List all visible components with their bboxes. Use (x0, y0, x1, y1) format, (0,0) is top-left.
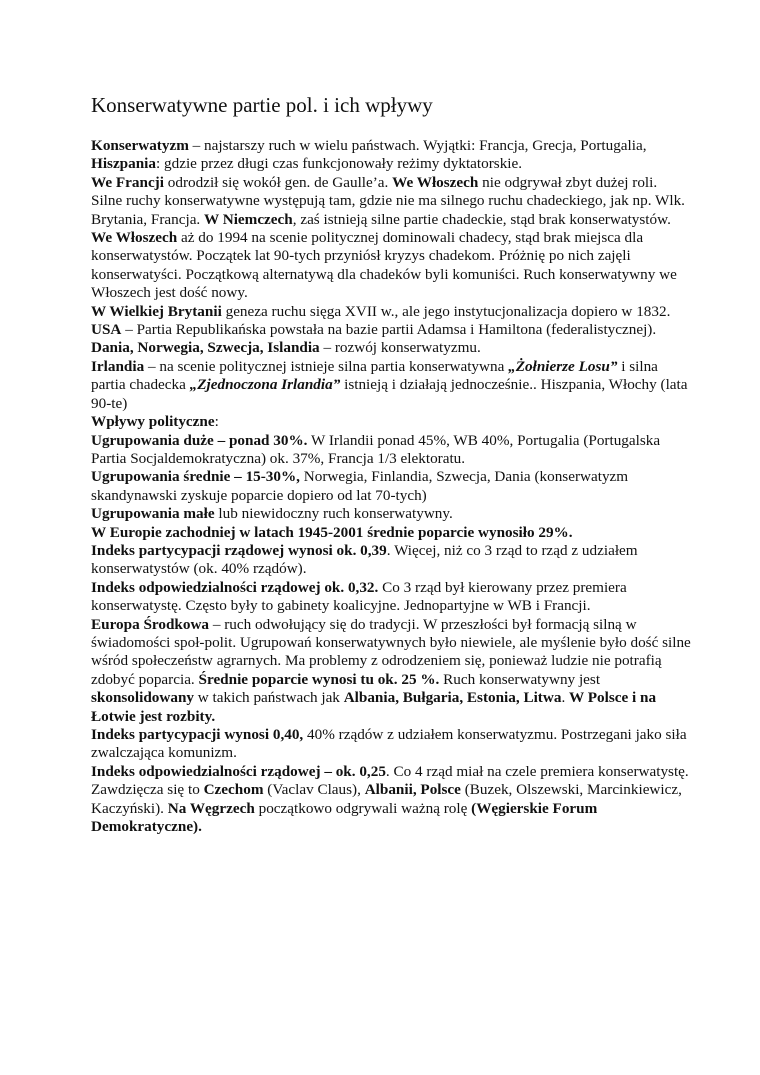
text-run: w takich państwach jak (193, 689, 344, 707)
paragraph (91, 542, 691, 579)
document-body (91, 137, 691, 836)
bold-run: W Niemczech (204, 210, 293, 228)
bold-run: W Polsce i na Łotwie jest rozbity. (91, 689, 657, 725)
emphasis-text: „Żołnierze Losu” (508, 357, 618, 375)
bold-run: Konserwatyzm (91, 137, 189, 154)
text-run: Co 3 rząd był kierowany przez premiera konserwatystę. Często były to gabinety koalicyjne. Jednopartyjne w WB i Francji. (91, 578, 627, 615)
paragraph (91, 763, 691, 837)
bold-run: Wpływy polityczne (91, 413, 215, 431)
paragraph (91, 358, 691, 413)
bold-run: W Wielkiej Brytanii (91, 302, 222, 320)
bold-run: Czechom (203, 781, 264, 799)
text-run: (Buzek, Olszewski, Marcinkiewicz, Kaczyński). (91, 781, 682, 817)
text-run: . Więcej, niż co 3 rząd to rząd z udziałem konserwatystów (ok. 40% rządów). (91, 541, 638, 578)
text-run: początkowo odgrywali ważną rolę (254, 799, 472, 817)
bold-run: We Francji (91, 173, 164, 191)
paragraph (91, 413, 691, 431)
bold-run: Hiszpania (91, 155, 156, 173)
bold-run: Albanii, Polsce (364, 781, 461, 799)
text-run: . (561, 689, 570, 707)
text-run: lub niewidoczny ruch konserwatywny. (214, 505, 453, 523)
bold-run: Irlandia (91, 357, 145, 375)
bold-run: Albania, Bułgaria, Estonia, Litwa (343, 689, 562, 707)
text-run: i silna partia chadecka (91, 357, 658, 394)
paragraph (91, 137, 691, 174)
bold-italic-run (190, 376, 341, 393)
paragraph (91, 468, 691, 505)
paragraph (91, 432, 691, 469)
bold-run: Dania, Norwegia, Szwecja, Islandia (91, 339, 320, 357)
bold-run: W Europie zachodniej w latach 1945-2001 średnie poparcie wynosiło 29%. (91, 523, 573, 541)
text-run: 40% rządów z udziałem konserwatyzmu. Postrzegani jako siła zwalczająca komunizm. (91, 726, 687, 762)
paragraph (91, 726, 691, 763)
paragraph (91, 303, 691, 321)
bold-run: skonsolidowany (91, 689, 194, 707)
paragraph (91, 616, 691, 726)
text-run: – najstarszy ruch w wielu państwach. Wyjątki: Francja, Grecja, Portugalia, (188, 137, 647, 154)
text-run: : (214, 413, 219, 431)
bold-run: Na Węgrzech (167, 799, 255, 817)
text-run: (Vaclav Claus), (263, 781, 365, 799)
paragraph (91, 229, 691, 303)
bold-run: Indeks partycypacji wynosi 0,40, (91, 726, 304, 743)
text-run: Ruch konserwatywny jest (439, 670, 601, 688)
text-run: : gdzie przez długi czas funkcjonowały reżimy dyktatorskie. (156, 155, 523, 173)
bold-run: Indeks odpowiedzialności rządowej ok. 0,32. (91, 578, 379, 596)
bold-italic-run (508, 358, 617, 375)
text-run: istnieją i działają jednocześnie.. Hiszpania, Włochy (lata 90-te) (91, 376, 688, 412)
text-run: Norwegia, Finlandia, Szwecja, Dania (konserwatyzm skandynawski zyskuje poparcie dopiero od lat 70-tych) (91, 468, 629, 504)
text-run: W Irlandii ponad 45%, WB 40%, Portugalia (Portugalska Partia Socjaldemokratyczna) ok. 37%, Francja 1/3 elektoratu. (91, 431, 661, 467)
text-run: geneza ruchu sięga XVII w., ale jego instytucjonalizacja dopiero w 1832. (221, 302, 671, 320)
text-run: – na scenie politycznej istnieje silna partia konserwatywna (144, 357, 509, 375)
paragraph (91, 524, 691, 542)
bold-run: Ugrupowania duże – ponad 30%. (91, 431, 308, 449)
text-run: – ruch odwołujący się do tradycji. W przeszłości był formacją silną w świadomości społ-polit. Ugrupowań konserwatywnych było niewiele, ale myślenie było dość silne wśród społeczeństw agrarnych. Ma problemy z odrodzeniem się, ponieważ ludzie nie potrafią zdobyć poparcia. (91, 615, 691, 688)
paragraph (91, 505, 691, 523)
bold-run: We Włoszech (392, 173, 479, 191)
paragraph (91, 174, 691, 229)
emphasis-text: „Zjednoczona Irlandia” (189, 376, 341, 394)
text-run: nie odgrywał zbyt dużej roli. Silne ruchy konserwatywne występują tam, gdzie nie ma silnego ruchu chadeckiego, jak np. Wlk. Brytania, Francja. (91, 173, 685, 228)
bold-run: USA (91, 321, 122, 339)
bold-run: Indeks odpowiedzialności rządowej – ok. 0,25 (91, 762, 386, 780)
bold-run: (Węgierskie Forum Demokratyczne). (91, 799, 598, 836)
paragraph (91, 321, 691, 339)
document-title: Konserwatywne partie pol. i ich wpływy (91, 93, 433, 117)
text-run: – Partia Republikańska powstała na bazie partii Adamsa i Hamiltona (federalistycznej). (121, 321, 657, 339)
text-run: odrodził się wokół gen. de Gaulle’a. (163, 173, 393, 191)
paragraph (91, 339, 691, 357)
text-run: . Co 4 rząd miał na czele premiera konserwatystę. Zawdzięcza się to (91, 762, 689, 799)
bold-run: Ugrupowania średnie – 15-30%, (91, 468, 300, 486)
bold-run: Indeks partycypacji rządowej wynosi ok. 0,39 (91, 541, 387, 559)
bold-run: Europa Środkowa (91, 615, 210, 633)
paragraph (91, 579, 691, 616)
text-run: aż do 1994 na scenie politycznej dominowali chadecy, stąd brak miejsca dla konserwatystów. Początek lat 90-tych przyniósł kryzys chadekom. Próżnię po nich zajęli konserwatyści. Początkową alternatywą dla chadeków byli komuniści. Ruch konserwatywny we Włoszech jest dość nowy. (91, 229, 677, 302)
bold-run: We Włoszech (91, 229, 178, 247)
bold-run: Średnie poparcie wynosi tu ok. 25 %. (198, 670, 440, 688)
text-run: – rozwój konserwatyzmu. (319, 339, 481, 357)
bold-run: Ugrupowania małe (91, 505, 215, 523)
text-run: , zaś istnieją silne partie chadeckie, stąd brak konserwatystów. (292, 210, 671, 228)
